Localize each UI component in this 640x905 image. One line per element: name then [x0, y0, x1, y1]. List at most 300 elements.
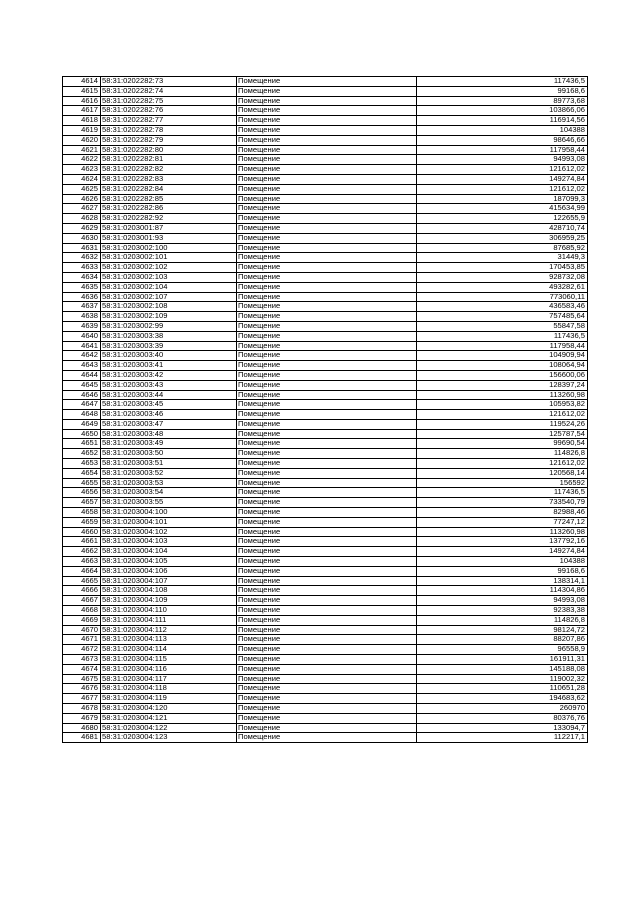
row-number: 4663 — [63, 557, 101, 567]
object-type: Помещение — [237, 243, 417, 253]
cadastral-value: 149274,84 — [417, 547, 588, 557]
table-row — [63, 508, 588, 518]
cadastral-number: 58:31:0202282:75 — [101, 96, 237, 106]
cadastral-value: 187099,3 — [417, 194, 588, 204]
row-number: 4621 — [63, 145, 101, 155]
cadastral-value: 121612,02 — [417, 459, 588, 469]
object-type: Помещение — [237, 527, 417, 537]
cadastral-number: 58:31:0203003:44 — [101, 390, 237, 400]
object-type: Помещение — [237, 331, 417, 341]
row-number: 4678 — [63, 704, 101, 714]
row-number: 4638 — [63, 312, 101, 322]
cadastral-number: 58:31:0202282:83 — [101, 174, 237, 184]
row-number: 4634 — [63, 272, 101, 282]
cadastral-value: 117436,5 — [417, 331, 588, 341]
table-row — [63, 282, 588, 292]
row-number: 4627 — [63, 204, 101, 214]
table-row — [63, 449, 588, 459]
object-type: Помещение — [237, 674, 417, 684]
cadastral-value: 104388 — [417, 557, 588, 567]
cadastral-number: 58:31:0203004:118 — [101, 684, 237, 694]
object-type: Помещение — [237, 321, 417, 331]
table-row — [63, 380, 588, 390]
object-type: Помещение — [237, 429, 417, 439]
row-number: 4670 — [63, 625, 101, 635]
cadastral-value: 94993,08 — [417, 155, 588, 165]
cadastral-number: 58:31:0203004:114 — [101, 645, 237, 655]
cadastral-value: 77247,12 — [417, 517, 588, 527]
row-number: 4643 — [63, 361, 101, 371]
cadastral-number: 58:31:0203004:100 — [101, 508, 237, 518]
table-row — [63, 576, 588, 586]
cadastral-number: 58:31:0203004:109 — [101, 596, 237, 606]
object-type: Помещение — [237, 557, 417, 567]
table-row — [63, 302, 588, 312]
row-number: 4669 — [63, 615, 101, 625]
cadastral-number: 58:31:0202282:84 — [101, 184, 237, 194]
cadastral-number: 58:31:0203004:108 — [101, 586, 237, 596]
cadastral-number: 58:31:0202282:82 — [101, 165, 237, 175]
object-type: Помещение — [237, 174, 417, 184]
cadastral-number: 58:31:0203004:113 — [101, 635, 237, 645]
row-number: 4624 — [63, 174, 101, 184]
row-number: 4650 — [63, 429, 101, 439]
row-number: 4641 — [63, 341, 101, 351]
cadastral-table — [62, 76, 588, 743]
cadastral-number: 58:31:0202282:78 — [101, 125, 237, 135]
cadastral-number: 58:31:0203004:102 — [101, 527, 237, 537]
cadastral-number: 58:31:0202282:86 — [101, 204, 237, 214]
object-type: Помещение — [237, 361, 417, 371]
table-row — [63, 596, 588, 606]
cadastral-number: 58:31:0203003:55 — [101, 498, 237, 508]
row-number: 4665 — [63, 576, 101, 586]
cadastral-value: 96558,9 — [417, 645, 588, 655]
document-page — [62, 76, 586, 743]
row-number: 4635 — [63, 282, 101, 292]
cadastral-number: 58:31:0203003:41 — [101, 361, 237, 371]
table-row — [63, 390, 588, 400]
object-type: Помещение — [237, 214, 417, 224]
cadastral-value: 156592 — [417, 478, 588, 488]
object-type: Помещение — [237, 655, 417, 665]
row-number: 4655 — [63, 478, 101, 488]
cadastral-number: 58:31:0202282:79 — [101, 135, 237, 145]
table-row — [63, 194, 588, 204]
row-number: 4648 — [63, 410, 101, 420]
row-number: 4645 — [63, 380, 101, 390]
row-number: 4637 — [63, 302, 101, 312]
object-type: Помещение — [237, 694, 417, 704]
cadastral-number: 58:31:0203003:38 — [101, 331, 237, 341]
cadastral-number: 58:31:0203003:45 — [101, 400, 237, 410]
cadastral-number: 58:31:0203003:52 — [101, 468, 237, 478]
cadastral-value: 113260,98 — [417, 527, 588, 537]
cadastral-value: 119002,32 — [417, 674, 588, 684]
table-row — [63, 713, 588, 723]
table-row — [63, 331, 588, 341]
cadastral-value: 82988,46 — [417, 508, 588, 518]
row-number: 4680 — [63, 723, 101, 733]
cadastral-value: 31449,3 — [417, 253, 588, 263]
row-number: 4629 — [63, 223, 101, 233]
table-row — [63, 155, 588, 165]
cadastral-value: 928732,08 — [417, 272, 588, 282]
cadastral-value: 428710,74 — [417, 223, 588, 233]
cadastral-value: 156600,06 — [417, 370, 588, 380]
cadastral-number: 58:31:0202282:73 — [101, 77, 237, 87]
table-row — [63, 116, 588, 126]
table-row — [63, 86, 588, 96]
row-number: 4658 — [63, 508, 101, 518]
row-number: 4619 — [63, 125, 101, 135]
row-number: 4614 — [63, 77, 101, 87]
cadastral-value: 170453,85 — [417, 263, 588, 273]
object-type: Помещение — [237, 184, 417, 194]
table-row — [63, 184, 588, 194]
cadastral-value: 114304,86 — [417, 586, 588, 596]
table-row — [63, 361, 588, 371]
row-number: 4618 — [63, 116, 101, 126]
cadastral-value: 103866,06 — [417, 106, 588, 116]
cadastral-number: 58:31:0203004:111 — [101, 615, 237, 625]
cadastral-value: 112217,1 — [417, 733, 588, 743]
table-row — [63, 537, 588, 547]
cadastral-value: 108064,94 — [417, 361, 588, 371]
cadastral-value: 260970 — [417, 704, 588, 714]
table-row — [63, 341, 588, 351]
object-type: Помещение — [237, 684, 417, 694]
cadastral-number: 58:31:0202282:80 — [101, 145, 237, 155]
table-row — [63, 272, 588, 282]
object-type: Помещение — [237, 488, 417, 498]
table-row — [63, 321, 588, 331]
cadastral-number: 58:31:0203003:46 — [101, 410, 237, 420]
table-row — [63, 96, 588, 106]
cadastral-number: 58:31:0203002:99 — [101, 321, 237, 331]
row-number: 4671 — [63, 635, 101, 645]
row-number: 4642 — [63, 351, 101, 361]
cadastral-number: 58:31:0203003:47 — [101, 419, 237, 429]
table-row — [63, 547, 588, 557]
cadastral-number: 58:31:0203002:108 — [101, 302, 237, 312]
object-type: Помещение — [237, 615, 417, 625]
table-row — [63, 145, 588, 155]
cadastral-number: 58:31:0203002:100 — [101, 243, 237, 253]
object-type: Помещение — [237, 566, 417, 576]
object-type: Помещение — [237, 537, 417, 547]
cadastral-value: 121612,02 — [417, 184, 588, 194]
object-type: Помещение — [237, 116, 417, 126]
table-row — [63, 527, 588, 537]
table-row — [63, 253, 588, 263]
row-number: 4633 — [63, 263, 101, 273]
object-type: Помещение — [237, 135, 417, 145]
table-row — [63, 704, 588, 714]
row-number: 4668 — [63, 606, 101, 616]
cadastral-value: 122655,9 — [417, 214, 588, 224]
object-type: Помещение — [237, 508, 417, 518]
cadastral-value: 105953,82 — [417, 400, 588, 410]
table-row — [63, 488, 588, 498]
row-number: 4660 — [63, 527, 101, 537]
cadastral-number: 58:31:0203002:107 — [101, 292, 237, 302]
cadastral-value: 116914,56 — [417, 116, 588, 126]
cadastral-value: 110651,28 — [417, 684, 588, 694]
cadastral-number: 58:31:0203004:112 — [101, 625, 237, 635]
row-number: 4615 — [63, 86, 101, 96]
cadastral-number: 58:31:0203004:115 — [101, 655, 237, 665]
table-row — [63, 400, 588, 410]
object-type: Помещение — [237, 106, 417, 116]
row-number: 4666 — [63, 586, 101, 596]
table-row — [63, 664, 588, 674]
table-row — [63, 312, 588, 322]
cadastral-number: 58:31:0203003:42 — [101, 370, 237, 380]
row-number: 4630 — [63, 233, 101, 243]
cadastral-value: 306959,25 — [417, 233, 588, 243]
table-row — [63, 635, 588, 645]
object-type: Помещение — [237, 370, 417, 380]
cadastral-value: 121612,02 — [417, 165, 588, 175]
table-row — [63, 723, 588, 733]
table-row — [63, 606, 588, 616]
row-number: 4667 — [63, 596, 101, 606]
object-type: Помещение — [237, 517, 417, 527]
cadastral-number: 58:31:0203004:123 — [101, 733, 237, 743]
cadastral-value: 119524,26 — [417, 419, 588, 429]
object-type: Помещение — [237, 390, 417, 400]
cadastral-number: 58:31:0203002:104 — [101, 282, 237, 292]
table-row — [63, 419, 588, 429]
table-row — [63, 263, 588, 273]
table-row — [63, 459, 588, 469]
cadastral-number: 58:31:0203004:101 — [101, 517, 237, 527]
cadastral-number: 58:31:0203004:120 — [101, 704, 237, 714]
object-type: Помещение — [237, 292, 417, 302]
row-number: 4676 — [63, 684, 101, 694]
cadastral-value: 117436,5 — [417, 77, 588, 87]
object-type: Помещение — [237, 664, 417, 674]
table-row — [63, 625, 588, 635]
row-number: 4622 — [63, 155, 101, 165]
cadastral-value: 733540,79 — [417, 498, 588, 508]
object-type: Помещение — [237, 263, 417, 273]
row-number: 4644 — [63, 370, 101, 380]
cadastral-number: 58:31:0203004:121 — [101, 713, 237, 723]
cadastral-value: 149274,84 — [417, 174, 588, 184]
cadastral-value: 99168,6 — [417, 566, 588, 576]
object-type: Помещение — [237, 204, 417, 214]
table-row — [63, 223, 588, 233]
cadastral-number: 58:31:0202282:85 — [101, 194, 237, 204]
cadastral-value: 104388 — [417, 125, 588, 135]
table-row — [63, 174, 588, 184]
object-type: Помещение — [237, 547, 417, 557]
cadastral-value: 436583,46 — [417, 302, 588, 312]
cadastral-number: 58:31:0203003:40 — [101, 351, 237, 361]
cadastral-number: 58:31:0203003:48 — [101, 429, 237, 439]
table-row — [63, 214, 588, 224]
table-body — [63, 77, 588, 743]
cadastral-value: 98646,66 — [417, 135, 588, 145]
table-row — [63, 557, 588, 567]
cadastral-value: 117958,44 — [417, 145, 588, 155]
object-type: Помещение — [237, 341, 417, 351]
cadastral-number: 58:31:0203004:110 — [101, 606, 237, 616]
row-number: 4659 — [63, 517, 101, 527]
row-number: 4620 — [63, 135, 101, 145]
row-number: 4616 — [63, 96, 101, 106]
cadastral-value: 138314,1 — [417, 576, 588, 586]
object-type: Помещение — [237, 586, 417, 596]
cadastral-value: 80376,76 — [417, 713, 588, 723]
cadastral-value: 125787,54 — [417, 429, 588, 439]
object-type: Помещение — [237, 233, 417, 243]
cadastral-number: 58:31:0203003:53 — [101, 478, 237, 488]
row-number: 4617 — [63, 106, 101, 116]
row-number: 4632 — [63, 253, 101, 263]
table-row — [63, 243, 588, 253]
object-type: Помещение — [237, 459, 417, 469]
row-number: 4652 — [63, 449, 101, 459]
cadastral-value: 117958,44 — [417, 341, 588, 351]
cadastral-number: 58:31:0203004:103 — [101, 537, 237, 547]
row-number: 4628 — [63, 214, 101, 224]
object-type: Помещение — [237, 312, 417, 322]
object-type: Помещение — [237, 253, 417, 263]
cadastral-number: 58:31:0202282:74 — [101, 86, 237, 96]
object-type: Помещение — [237, 449, 417, 459]
object-type: Помещение — [237, 625, 417, 635]
cadastral-value: 94993,08 — [417, 596, 588, 606]
table-row — [63, 615, 588, 625]
cadastral-value: 99168,6 — [417, 86, 588, 96]
table-row — [63, 684, 588, 694]
cadastral-number: 58:31:0203004:119 — [101, 694, 237, 704]
object-type: Помещение — [237, 77, 417, 87]
table-row — [63, 478, 588, 488]
row-number: 4639 — [63, 321, 101, 331]
row-number: 4664 — [63, 566, 101, 576]
row-number: 4626 — [63, 194, 101, 204]
cadastral-value: 88207,86 — [417, 635, 588, 645]
cadastral-number: 58:31:0202282:76 — [101, 106, 237, 116]
cadastral-value: 757485,64 — [417, 312, 588, 322]
cadastral-value: 773060,11 — [417, 292, 588, 302]
row-number: 4661 — [63, 537, 101, 547]
cadastral-value: 114826,8 — [417, 449, 588, 459]
row-number: 4681 — [63, 733, 101, 743]
row-number: 4672 — [63, 645, 101, 655]
table-row — [63, 694, 588, 704]
cadastral-number: 58:31:0203003:50 — [101, 449, 237, 459]
cadastral-number: 58:31:0203004:105 — [101, 557, 237, 567]
object-type: Помещение — [237, 468, 417, 478]
object-type: Помещение — [237, 86, 417, 96]
table-row — [63, 733, 588, 743]
cadastral-number: 58:31:0203004:106 — [101, 566, 237, 576]
object-type: Помещение — [237, 145, 417, 155]
row-number: 4640 — [63, 331, 101, 341]
row-number: 4653 — [63, 459, 101, 469]
object-type: Помещение — [237, 400, 417, 410]
object-type: Помещение — [237, 282, 417, 292]
row-number: 4654 — [63, 468, 101, 478]
object-type: Помещение — [237, 351, 417, 361]
cadastral-number: 58:31:0203002:103 — [101, 272, 237, 282]
object-type: Помещение — [237, 410, 417, 420]
object-type: Помещение — [237, 606, 417, 616]
object-type: Помещение — [237, 302, 417, 312]
object-type: Помещение — [237, 723, 417, 733]
row-number: 4625 — [63, 184, 101, 194]
cadastral-number: 58:31:0202282:81 — [101, 155, 237, 165]
cadastral-number: 58:31:0203001:93 — [101, 233, 237, 243]
object-type: Помещение — [237, 223, 417, 233]
object-type: Помещение — [237, 96, 417, 106]
row-number: 4677 — [63, 694, 101, 704]
table-row — [63, 165, 588, 175]
cadastral-number: 58:31:0203004:104 — [101, 547, 237, 557]
cadastral-value: 89773,68 — [417, 96, 588, 106]
table-row — [63, 233, 588, 243]
row-number: 4649 — [63, 419, 101, 429]
cadastral-number: 58:31:0203002:101 — [101, 253, 237, 263]
row-number: 4674 — [63, 664, 101, 674]
object-type: Помещение — [237, 576, 417, 586]
table-row — [63, 655, 588, 665]
cadastral-value: 117436,5 — [417, 488, 588, 498]
cadastral-value: 121612,02 — [417, 410, 588, 420]
object-type: Помещение — [237, 165, 417, 175]
table-row — [63, 586, 588, 596]
row-number: 4646 — [63, 390, 101, 400]
row-number: 4647 — [63, 400, 101, 410]
object-type: Помещение — [237, 194, 417, 204]
table-row — [63, 429, 588, 439]
table-row — [63, 370, 588, 380]
cadastral-number: 58:31:0203001:87 — [101, 223, 237, 233]
object-type: Помещение — [237, 498, 417, 508]
cadastral-value: 87685,92 — [417, 243, 588, 253]
object-type: Помещение — [237, 380, 417, 390]
row-number: 4679 — [63, 713, 101, 723]
object-type: Помещение — [237, 645, 417, 655]
table-row — [63, 106, 588, 116]
cadastral-value: 493282,61 — [417, 282, 588, 292]
cadastral-value: 92383,38 — [417, 606, 588, 616]
table-row — [63, 645, 588, 655]
object-type: Помещение — [237, 419, 417, 429]
object-type: Помещение — [237, 439, 417, 449]
object-type: Помещение — [237, 596, 417, 606]
table-row — [63, 410, 588, 420]
cadastral-value: 145188,08 — [417, 664, 588, 674]
object-type: Помещение — [237, 478, 417, 488]
object-type: Помещение — [237, 704, 417, 714]
table-row — [63, 292, 588, 302]
row-number: 4631 — [63, 243, 101, 253]
row-number: 4662 — [63, 547, 101, 557]
table-row — [63, 566, 588, 576]
table-row — [63, 498, 588, 508]
cadastral-value: 128397,24 — [417, 380, 588, 390]
cadastral-value: 113260,98 — [417, 390, 588, 400]
cadastral-number: 58:31:0203003:51 — [101, 459, 237, 469]
table-row — [63, 517, 588, 527]
row-number: 4623 — [63, 165, 101, 175]
